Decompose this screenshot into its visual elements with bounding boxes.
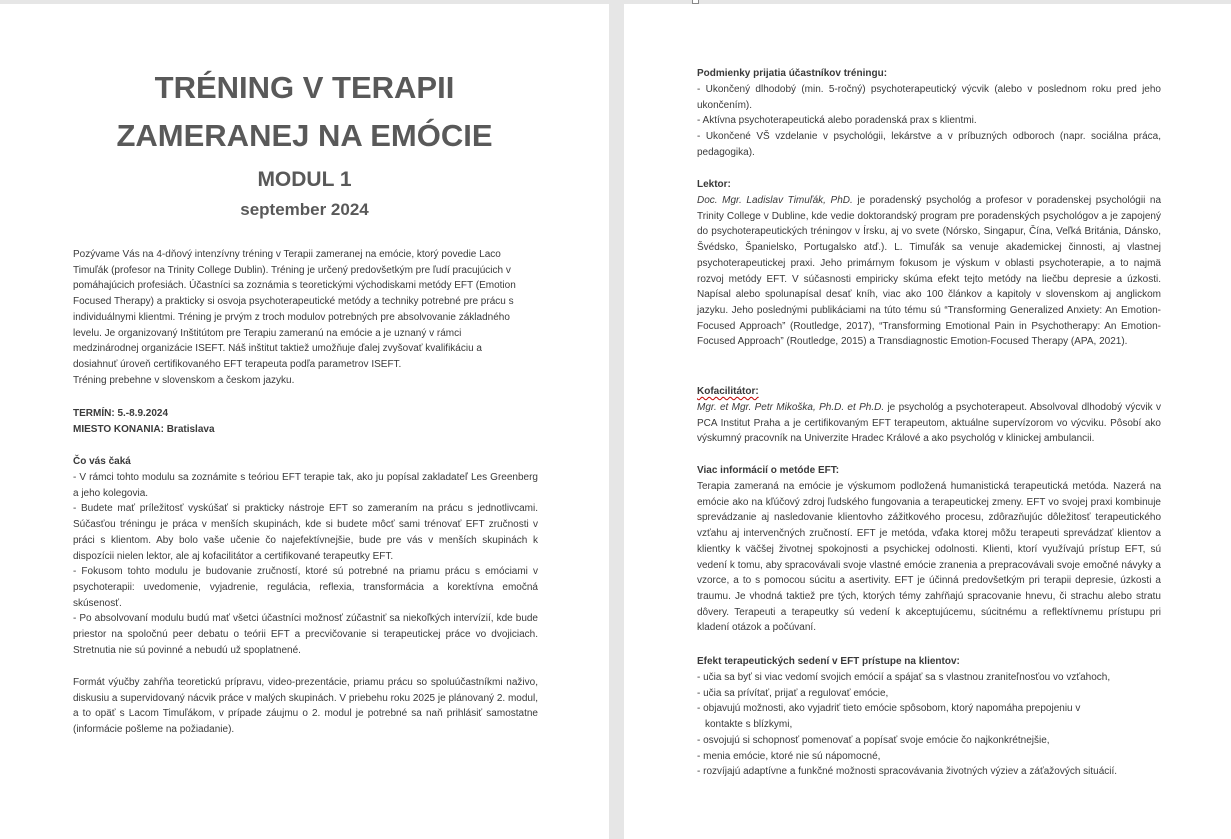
intro-line: medzinárodnej organizácie ISEFT. Náš inštitut taktiež umožňuje ďalej zvyšovať kvalifikáciu a xyxy=(73,343,482,355)
document-page-2[interactable] xyxy=(624,4,1231,839)
what-list xyxy=(73,470,538,658)
conditions-heading: Podmienky prijatia účastníkov tréningu: xyxy=(697,68,888,79)
effect-heading: Efekt terapeutických sedení v EFT prístupe na klientov: xyxy=(697,656,960,667)
list-item: - osvojujú si schopnosť pomenovať a popísať svoje emócie čo najkonkrétnejšie, xyxy=(697,734,1050,746)
document-title-line-1: TRÉNING V TERAPII xyxy=(154,70,455,105)
what-heading: Čo vás čaká xyxy=(73,456,131,467)
more-info-heading: Viac informácií o metóde EFT: xyxy=(697,465,840,476)
event-place: MIESTO KONANIA: Bratislava xyxy=(73,424,215,435)
module-title: MODUL 1 xyxy=(257,168,352,191)
cofacilitator-heading-text: Kofacilitátor: xyxy=(697,386,759,397)
intro-line: levelu. Je organizovaný Inštitútom pre Terapiu zameranú na emócie a je uznaný v rámci xyxy=(73,327,462,339)
intro-line: Tréning prebehne v slovenskom a českom jazyku. xyxy=(73,374,295,386)
lecturer-heading: Lektor: xyxy=(697,179,731,190)
list-item: - rozvíjajú adaptívne a funkčné možnosti spracovávania životných výziev a záťažových situácií. xyxy=(697,766,1118,778)
format-paragraph: Formát výučby zahŕňa teoretickú prípravu, video-prezentácie, priamu prácu so spoluúčastníkmi naživo, diskusiu a supervidovaný nácvik práce v malých skupinách. V priebehu roku 2025 je plánovaný 2. modul, a to opäť s Lacom Timuľákom, v prípade záujmu o 2. modul je potrebné sa naň prihlásiť samostatne (informácie pošleme na požiadanie). xyxy=(73,677,538,736)
cofacilitator-heading xyxy=(697,384,1161,400)
intro-line: dosiahnuť úroveň certifikovaného EFT terapeuta podľa parametrov ISEFT. xyxy=(73,358,402,370)
event-term: TERMÍN: 5.-8.9.2024 xyxy=(73,408,169,419)
cofacilitator-name: Mgr. et Mgr. Petr Mikoška, Ph.D. et Ph.D. xyxy=(697,402,885,413)
intro-line: Focused Therapy) a prakticky si osvoja psychoterapeutické metódy a techniky potrebné pre prácu s xyxy=(73,296,514,308)
more-info-paragraph: Terapia zameraná na emócie je výskumom podložená humanistická terapeutická metóda. Nazerá na emócie ako na kľúčový zdroj ľudského fungovania a terapeutickej zmeny. EFT vo svojej praxi kombinuje sprevádzanie aj nasledovanie klientovho zážitkového procesu, zdôrazňujúc dôležitosť terapeutického vzťahu aj intervenčných zručností. EFT je metóda, vďaka ktorej môžu terapeuti sprevádzať klientov a klientky k väčšej životnej spokojnosti a psychickej odolnosti. Klienti, ktorí využívajú prístup EFT, sú vedení k tomu, aby spracovávali svoje vlastné emócie zranenia a prepracovávali svoje emočné návyky a vzorce, a to s pomocou súcitu a asertivity. EFT je účinná predovšetkým pri terapii depresie, úzkosti a traumu. Je vhodná taktiež pre tých, ktorých témy zahŕňajú spracovanie hnevu, či strachu alebo stratu dôvery. Terapeuti a terapeutky sú vedení k akceptujúcemu, súcitnému a reflektívnemu prístupu pri kladení otázok a počúvaní. xyxy=(697,481,1161,634)
list-item: - Ukončený dlhodobý (min. 5-ročný) psychoterapeutický výcvik (alebo v poslednom roku pred jeho ukončením). xyxy=(697,84,1161,111)
intro-line: Pozývame Vás na 4-dňový intenzívny tréning v Terapii zameranej na emócie, ktorý povedie Laco xyxy=(73,249,501,260)
list-item: - učia sa byť si viac vedomí svojich emócií a spájať sa s vlastnou zraniteľnosťou vo vzťahoch, xyxy=(697,672,1111,683)
lecturer-paragraph xyxy=(697,193,1161,350)
cofacilitator-paragraph xyxy=(697,400,1161,447)
conditions-list xyxy=(697,82,1161,161)
list-item: - V rámci tohto modulu sa zoznámite s teóriou EFT terapie tak, ako ju popísal zakladateľ Les Greenberg a jeho kolegovia. xyxy=(73,472,538,499)
list-item: kontakte s blízkymi, xyxy=(705,719,793,731)
list-item: - učia sa prívítať, prijať a regulovať emócie, xyxy=(697,687,889,699)
effect-list xyxy=(697,670,1161,780)
list-item: - Fokusom tohto modulu je budovanie zručností, ktoré sú potrebné na priamu prácu s emóciami v psychoterapii: uvedomenie, vyjadrenie, regulácia, reflexia, transformácia a korektívna emočná skúsenosť. xyxy=(73,566,538,609)
list-item: - Po absolvovaní modulu budú mať všetci účastníci možnosť zúčastniť sa niekoľkých intervízií, kde bude priestor na spoločnú peer debatu o teórii EFT a precvičovanie si terapeutickej práce vo dvojiciach. Stretnutia nie sú povinné a nebudú už spoplatnené. xyxy=(73,613,538,656)
date-subtitle: september 2024 xyxy=(240,200,369,219)
cofacilitator-bio: je psychológ a psychoterapeut. Absolvoval dlhodobý výcvik v PCA Institut Praha a je certifikovaným EFT terapeutom, aktuálne supervízorom vo výcviku. Pôsobí ako výskumný pracovník na Univerzite Hradec Králové a ako psychológ v klinickej ambulancii. xyxy=(697,402,1161,445)
intro-line: individuálnymi klientmi. Tréning je prvým z troch modulov potrebných pre absolvovanie základného xyxy=(73,311,510,323)
document-title-line-2: ZAMERANEJ NA EMÓCIE xyxy=(116,118,493,153)
list-item: - Aktívna psychoterapeutická alebo poradenská prax s klientmi. xyxy=(697,115,977,127)
document-page-1[interactable] xyxy=(0,4,609,839)
lecturer-name: Doc. Mgr. Ladislav Timuľák, PhD. xyxy=(697,195,853,206)
intro-line: Timuľák (profesor na Trinity College Dublin). Tréning je určený predovšetkým pre ľudí pracujúcich v xyxy=(73,264,511,276)
list-item: - Budete mať príležitosť vyskúšať si prakticky nástroje EFT so zameraním na prácu s jednotlivcami. Súčasťou tréningu je práca v menších skupinách, kde si budete môcť sami trénovať EFT zručnosti v práci s klientom. Aby bolo vaše učenie čo najefektívnejšie, bude pre vás v menších skupinách k dispozícii nielen lektor, ale aj kofacilitátor a certifikované terapeutky EFT. xyxy=(73,503,538,562)
intro-line: pomáhajúcich profesiách. Účastníci sa zoznámia s teoretickými východiskami metódy EFT (Emotion xyxy=(73,280,516,292)
intro-paragraph xyxy=(73,247,538,388)
list-item: - menia emócie, ktoré nie sú nápomocné, xyxy=(697,750,881,762)
list-item: - Ukončené VŠ vzdelanie v psychológii, lekárstve a v príbuzných odboroch (napr. sociálna práca, pedagogika). xyxy=(697,131,1161,158)
lecturer-bio: je poradenský psychológ a profesor v poradenskej psychológii na Trinity College v Dubline, kde vedie doktorandský program pre poradenských psychológov a je zapojený do psychoterapeutických tréningov v Írsku, aj vo svete (Nórsko, Singapur, Čína, Veľká Británia, Dánsko, Švédsko, Španielsko, Portugalsko atď.). L. Timuľák sa venuje akademickej činnosti, aj vlastnej psychoterapeutickej praxi. Jeho primárnym fokusom je výskum v oblasti psychoterapie, a to najmä rozvoj metódy EFT. V súčasnosti empiricky skúma efekt tejto metódy na liečbu depresie a úzkosti. Napísal alebo spolunapísal desať kníh, viac ako 100 článkov a kapitoly v slovenskom aj anglickom jazyku. Jeho poslednými publikáciami na túto tému sú “Transforming Generalized Anxiety: An Emotion-Focused Approach” (Routledge, 2017), “Transforming Emotional Pain in Psychotherapy: An Emotion-Focused Approach” (Routledge, 2015) a Transdiagnostic Emotion-Focused Therapy (APA, 2021). xyxy=(697,195,1162,348)
list-item: - objavujú možnosti, ako vyjadriť tieto emócie spôsobom, ktorý napomáha prepojeniu v xyxy=(697,703,1081,715)
